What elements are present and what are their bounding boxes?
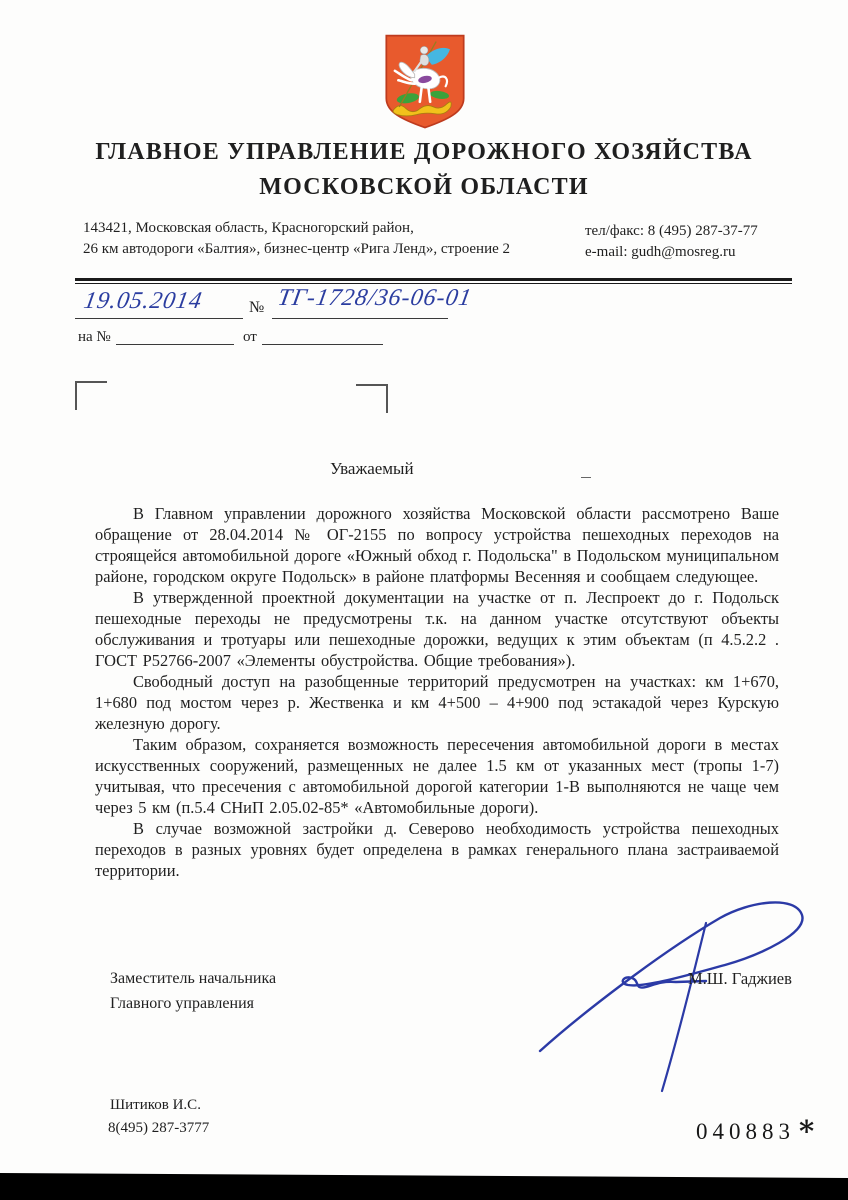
- reply-date-blank: [262, 344, 383, 345]
- coat-of-arms-icon: [381, 33, 469, 131]
- stamp-digits: 040883: [696, 1119, 795, 1144]
- body-paragraph: В утвержденной проектной документации на участке от п. Леспроект до г. Подольск пешеходные переходы не предусмотрены т.к. на данном участке отсутствуют объекты обслуживания и тротуары или пешеходные дорожки, ведущих к этим объектам (п 4.5.2.2 . ГОСТ Р52766-2007 «Элементы обустройства. Общие требования»).: [95, 588, 779, 670]
- addressee-corner-mark-left: [75, 381, 107, 410]
- handwritten-date: 19.05.2014: [81, 288, 205, 314]
- handwritten-signature: [510, 893, 822, 1095]
- signer-position-line2: Главного управления: [110, 995, 254, 1012]
- signer-name: М.Ш. Гаджиев: [688, 969, 792, 988]
- org-address: [83, 218, 510, 260]
- reply-number-label: на №: [78, 329, 111, 345]
- letter-body: [95, 503, 779, 881]
- org-phone: тел/факс: 8 (495) 287-37-77: [585, 223, 758, 239]
- reply-number-blank: [116, 344, 234, 345]
- addressee-corner-mark-right: [356, 384, 388, 413]
- signer-position-line1: Заместитель начальника: [110, 970, 277, 987]
- scan-edge-artifact: [0, 1167, 848, 1200]
- body-paragraph: В случае возможной застройки д. Северово необходимость устройства пешеходных переходов в разных уровнях будет определена в рамках генерального плана застраиваемой территории.: [95, 819, 779, 880]
- date-underline: [75, 318, 243, 319]
- body-paragraph: В Главном управлении дорожного хозяйства Московской области рассмотрено Ваше обращение от 28.04.2014 № ОГ-2155 по вопросу устройства пешеходных переходов на строящейся автомобильной дороге «Южный обход г. Подольска" в Подольском муниципальном районе, городском округе Подольск» в районе платформы Весенняя и сообщаем следующее.: [95, 504, 779, 586]
- stamp-number: [696, 1112, 815, 1148]
- executor-name: Шитиков И.С.: [110, 1097, 201, 1113]
- number-underline: [272, 318, 448, 319]
- body-paragraph: Свободный доступ на разобщенные территорий предусмотрен на участках: км 1+670, 1+680 под мостом через р. Жественка и км 4+500 – 4+900 под эстакадой через Курскую железную дорогу.: [95, 672, 779, 733]
- reply-date-label: от: [243, 329, 257, 345]
- salutation: Уважаемый: [330, 459, 414, 478]
- org-name-line1: ГЛАВНОЕ УПРАВЛЕНИЕ ДОРОЖНОГО ХОЗЯЙСТВА: [95, 139, 753, 165]
- handwritten-outgoing-number: ТГ-1728/36-06-01: [275, 285, 475, 311]
- letterhead-divider: [75, 278, 792, 284]
- org-address-line1: 143421, Московская область, Красногорский район,: [83, 220, 414, 236]
- body-paragraph: Таким образом, сохраняется возможность пересечения автомобильной дороги в местах искусственных сооружений, размещенных не далее 1.5 км от указанных мест (тропы 1-7) учитывая, что пресечения с автомобильной дорогой категории 1-В выполняются не чаще чем через 5 км (п.5.4 СНиП 2.05.02-85* «Автомобильные дороги).: [95, 735, 779, 817]
- org-contacts: [585, 221, 758, 263]
- redacted-name-mark: [581, 477, 591, 478]
- number-sign: №: [249, 299, 265, 316]
- org-email: e-mail: gudh@mosreg.ru: [585, 244, 736, 260]
- signer-position: [110, 966, 276, 1016]
- org-address-line2: 26 км автодороги «Балтия», бизнес-центр «Рига Ленд», строение 2: [83, 241, 511, 257]
- executor-phone: 8(495) 287-3777: [108, 1120, 210, 1136]
- stamp-star-icon: *: [799, 1114, 815, 1148]
- org-name-line2: МОСКОВСКОЙ ОБЛАСТИ: [259, 174, 589, 200]
